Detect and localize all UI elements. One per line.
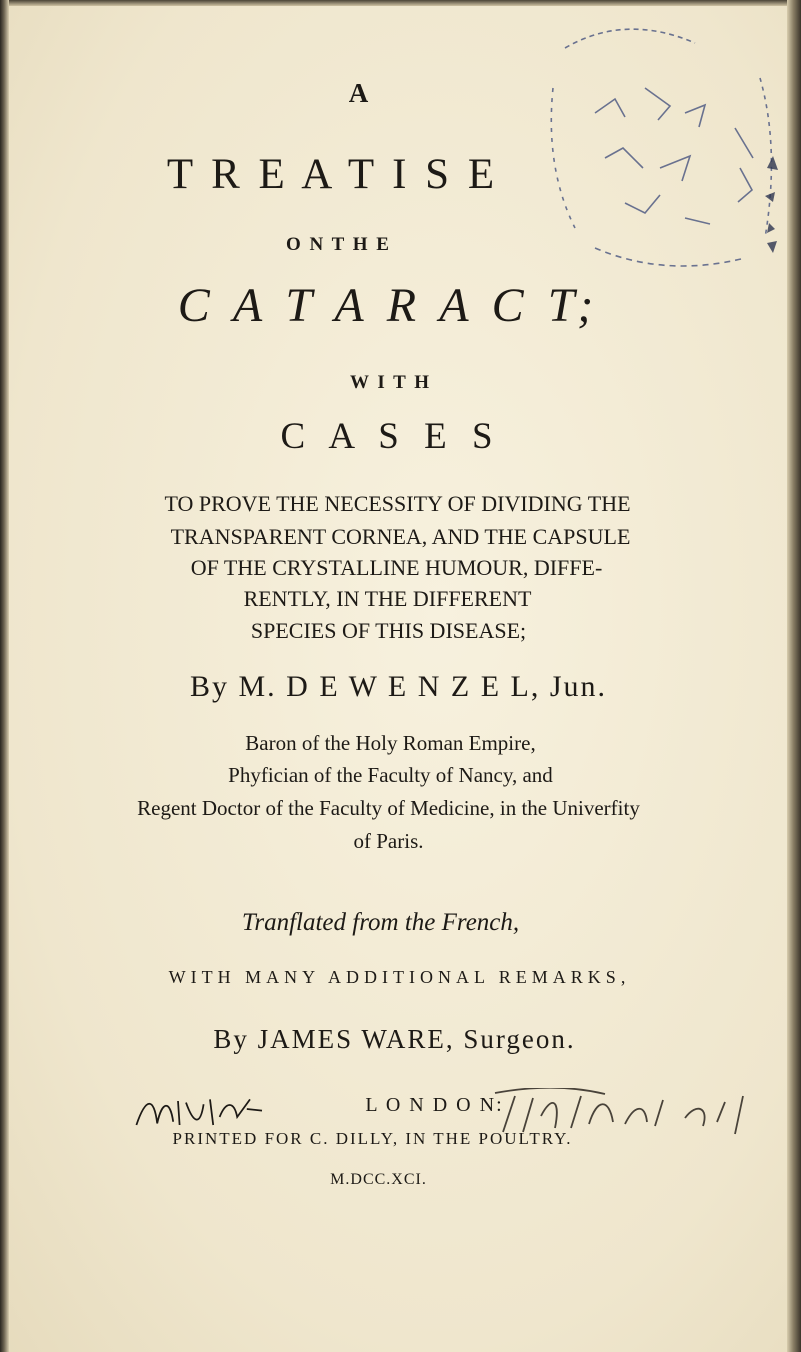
author-line: By M. D E W E N Z E L, Jun.	[189, 670, 608, 703]
purpose-line-5: SPECIES OF THIS DISEASE;	[250, 618, 527, 643]
translated-line: Tranflated from the French,	[241, 909, 520, 936]
additional-remarks-line: WITH MANY ADDITIONAL REMARKS,	[168, 967, 631, 987]
purpose-line-3: OF THE CRYSTALLINE HUMOUR, DIFFE-	[190, 555, 603, 580]
title-article: A	[348, 78, 369, 108]
purpose-line-4: RENTLY, IN THE DIFFERENT	[243, 586, 532, 611]
printer-line: PRINTED FOR C. DILLY, IN THE POULTRY.	[172, 1129, 573, 1148]
title-treatise: T R E A T I S E	[166, 151, 499, 198]
purpose-line-1: TO PROVE THE NECESSITY OF DIVIDING THE	[164, 491, 631, 516]
page-top-edge	[0, 0, 801, 6]
author-title-4: of Paris.	[353, 829, 424, 853]
purpose-line-2: TRANSPARENT CORNEA, AND THE CAPSULE	[170, 524, 631, 549]
london-line: L O N D O N:	[365, 1094, 504, 1116]
author-title-1: Baron of the Holy Roman Empire,	[245, 731, 536, 755]
title-cataract: C A T A R A C T;	[177, 279, 600, 332]
author-title-2: Phyfician of the Faculty of Nancy, and	[228, 763, 553, 787]
title-with: W I T H	[349, 372, 432, 393]
translator-line: By JAMES WARE, Surgeon.	[213, 1024, 576, 1054]
date-line: M.DCC.XCI.	[330, 1171, 427, 1188]
title-on-the: O N T H E	[286, 234, 391, 255]
title-cases: C A S E S	[280, 416, 501, 457]
author-title-3: Regent Doctor of the Faculty of Medicine, in the Univerfity	[137, 796, 640, 820]
